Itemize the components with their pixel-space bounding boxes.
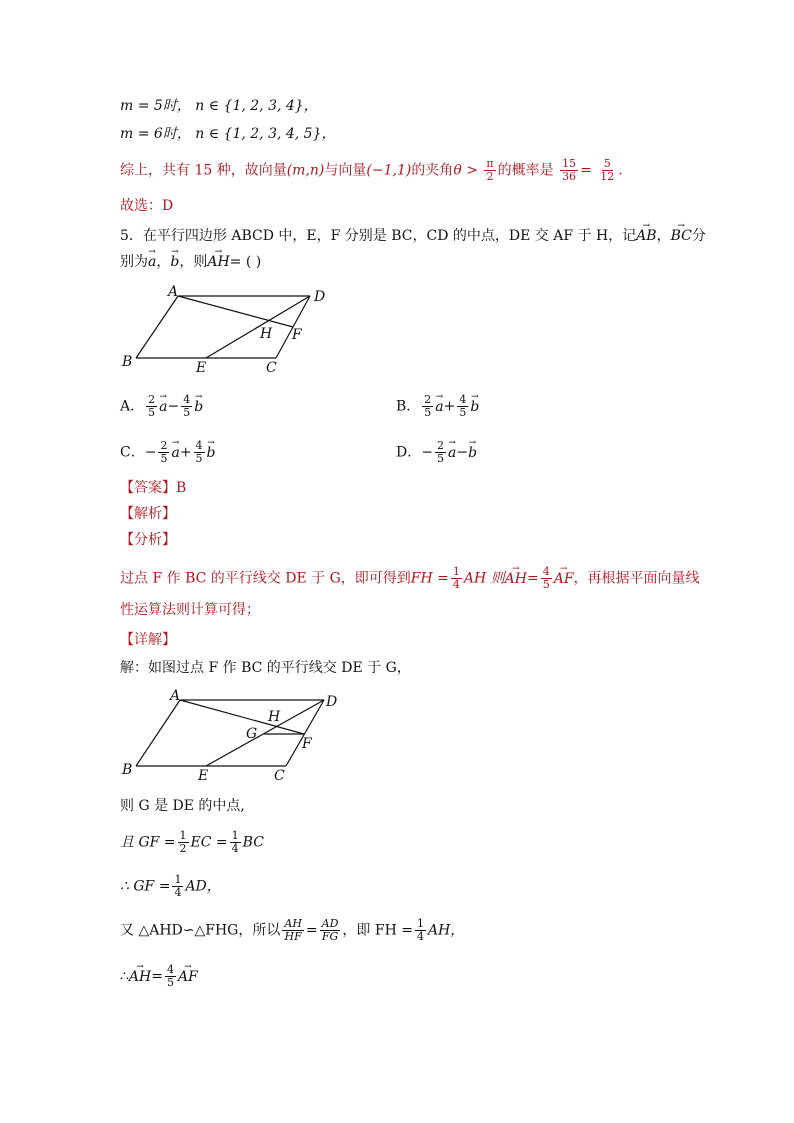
question-line-2: 别为→ a，→ b，则→ AH= ( ) bbox=[120, 252, 261, 272]
analysis-line-2: 性运算法则计算可得； bbox=[120, 602, 260, 618]
label-c: C bbox=[274, 768, 285, 784]
label-g: G bbox=[246, 726, 258, 742]
parallelogram-figure-1 bbox=[118, 284, 338, 376]
segment-af bbox=[178, 296, 293, 327]
label-h: H bbox=[268, 709, 281, 725]
label-h: H bbox=[260, 326, 273, 342]
label-c: C bbox=[266, 360, 277, 376]
fenxi-heading: 【分析】 bbox=[120, 532, 176, 548]
label-b: B bbox=[122, 762, 133, 778]
label-d: D bbox=[314, 289, 326, 305]
detail-line-4: ∴ GF = $\frac{1}{4}$ AD， bbox=[120, 873, 221, 899]
detail-line-6: ∴→ AH= $\frac{4}{5}$ → AF bbox=[120, 964, 198, 989]
label-b: B bbox=[122, 354, 133, 370]
edge-ba bbox=[136, 700, 180, 766]
detail-heading: 【详解】 bbox=[120, 632, 176, 648]
answer-label: 【答案】B bbox=[120, 480, 187, 496]
fraction-5-12: $\frac{5}{12}$ bbox=[600, 157, 615, 183]
label-e: E bbox=[198, 768, 209, 784]
analysis-heading: 【解析】 bbox=[120, 506, 176, 522]
pi-over-2: $\frac{\pi}{2}$ bbox=[486, 157, 494, 183]
detail-line-1: 解：如图过点 F 作 BC 的平行线交 DE 于 G， bbox=[120, 660, 411, 676]
case-m5: m = 5时， n ∈ {1, 2, 3, 4}， bbox=[120, 98, 318, 114]
case-m6: m = 6时， n ∈ {1, 2, 3, 4, 5}， bbox=[120, 126, 336, 142]
label-d: D bbox=[326, 694, 338, 710]
detail-line-5: 又 △AHD∽△FHG，所以 $\frac{AH}{HF}$ = $\frac{AD}{FG}$ ，即 FH = $\frac{1}{4}$ AH， bbox=[120, 917, 465, 943]
label-f: F bbox=[292, 327, 302, 343]
fraction-15-36: $\frac{15}{36}$ bbox=[562, 157, 577, 183]
edge-dc bbox=[286, 700, 324, 766]
label-a: A bbox=[170, 688, 181, 704]
option-d[interactable]: D．− $\frac{2}{5}$ → a−→ b bbox=[396, 440, 477, 465]
label-e: E bbox=[196, 360, 207, 376]
segment-af bbox=[180, 700, 304, 734]
label-f: F bbox=[302, 736, 312, 752]
option-a[interactable]: A． $\frac{2}{5}$ → a− $\frac{4}{5}$ → b bbox=[120, 394, 203, 419]
detail-line-3: 且 GF = $\frac{1}{2}$ EC = $\frac{1}{4}$ BC bbox=[120, 829, 264, 855]
edge-ba bbox=[136, 296, 178, 358]
detail-line-2: 则 G 是 DE 的中点, bbox=[120, 798, 245, 814]
analysis-line-1: 过点 F 作 BC 的平行线交 DE 于 G，即可得到FH = $\frac{1}{4}$ AH 则→ AH= $\frac{4}{5}$ → AF，再根据平面向量线 bbox=[120, 566, 700, 591]
segment-de bbox=[206, 700, 324, 766]
option-b[interactable]: B． $\frac{2}{5}$ → a+ $\frac{4}{5}$ → b bbox=[396, 394, 479, 419]
summary-line: 综上，共有 15 种，故向量(m,n)与向量(−1,1)的夹角θ > $\frac{\pi}{2}$ 的概率是 $\frac{15}{36}$ = $\frac{5}{12}$ . bbox=[120, 157, 623, 183]
prev-answer: 故选：D bbox=[120, 198, 174, 214]
option-c[interactable]: C．− $\frac{2}{5}$ → a+ $\frac{4}{5}$ → b bbox=[120, 440, 216, 465]
parallelogram-figure-2 bbox=[118, 686, 348, 784]
label-a: A bbox=[168, 284, 179, 300]
question-line-1: 5．在平行四边形 ABCD 中，E，F 分别是 BC，CD 的中点，DE 交 AF 于 H，记→ AB，→ BC分 bbox=[120, 226, 706, 246]
